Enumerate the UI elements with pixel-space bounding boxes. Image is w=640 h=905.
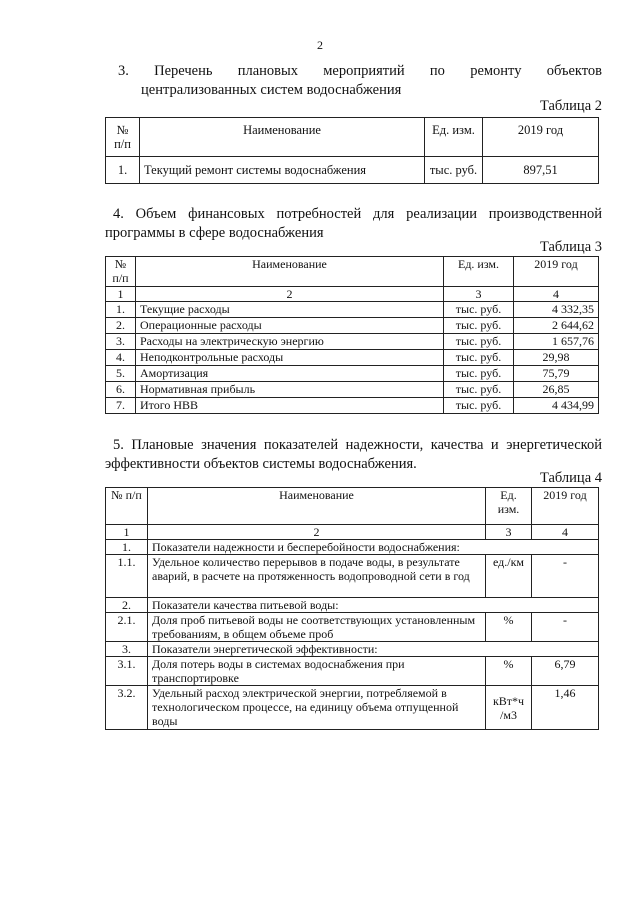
- table3-cell-unit: тыс. руб.: [444, 366, 514, 382]
- section3-word: плановых: [237, 63, 298, 79]
- table3-cell-unit: тыс. руб.: [444, 302, 514, 318]
- table4-cell-name: Удельное количество перерывов в подаче воды, в результате аварий, в расчете на протяженность водопроводной сети в год: [148, 555, 486, 598]
- table2-header-name: Наименование: [140, 118, 425, 157]
- table-row: [106, 382, 599, 398]
- table3-cell-name: Расходы на электрическую энергию: [136, 334, 444, 350]
- table4-header-name: Наименование: [148, 488, 486, 525]
- table3-cell-num: 3.: [106, 334, 136, 350]
- table2-header-unit: Ед. изм.: [425, 118, 483, 157]
- section3-word: 3.: [118, 63, 129, 79]
- table4-cell-num: 1.: [106, 540, 148, 555]
- section3-word: по: [429, 63, 445, 79]
- table3-index-cell: 1: [106, 287, 136, 302]
- table4-cell-num: 2.1.: [106, 613, 148, 642]
- table-row: [106, 686, 599, 730]
- table3-caption: Таблица 3: [539, 239, 602, 255]
- table4-cell-value: 1,46: [532, 686, 599, 730]
- table3-index-row: [106, 287, 599, 302]
- table3-index-cell: 3: [444, 287, 514, 302]
- table3-cell-value: 29,98: [514, 350, 599, 366]
- table3-cell-unit: тыс. руб.: [444, 382, 514, 398]
- table4-cell-num: 1.1.: [106, 555, 148, 598]
- table3-cell-name: Неподконтрольные расходы: [136, 350, 444, 366]
- table3-cell-num: 6.: [106, 382, 136, 398]
- table4-cell-unit: ед./км: [486, 555, 532, 598]
- table-row: [106, 302, 599, 318]
- table-row: [106, 398, 599, 414]
- table4-caption: Таблица 4: [539, 470, 602, 486]
- table2-cell-num: 1.: [106, 157, 140, 184]
- table4-header-unit: Ед. изм.: [486, 488, 532, 525]
- table3-index-cell: 4: [514, 287, 599, 302]
- table4-cell-name: Удельный расход электрической энергии, потребляемой в технологическом процессе, на единицу объема отпущенной воды: [148, 686, 486, 730]
- table4-group-title: Показатели качества питьевой воды:: [148, 598, 599, 613]
- table3-cell-unit: тыс. руб.: [444, 398, 514, 414]
- section5-heading-line2: эффективности объектов системы водоснабжения.: [105, 456, 417, 472]
- table-row: [106, 642, 599, 657]
- table2-header-num: № п/п: [106, 118, 140, 157]
- table4-cell-num: 3.1.: [106, 657, 148, 686]
- table4-cell-num: 2.: [106, 598, 148, 613]
- section4-heading-line1: 4. Объем финансовых потребностей для реализации производственной: [113, 206, 602, 222]
- table3-cell-unit: тыс. руб.: [444, 350, 514, 366]
- table4-cell-num: 3.: [106, 642, 148, 657]
- table3-cell-value: 26,85: [514, 382, 599, 398]
- section3-word: ремонту: [470, 63, 522, 79]
- table4-cell-unit: %: [486, 613, 532, 642]
- table3-cell-name: Текущие расходы: [136, 302, 444, 318]
- table4-group-title: Показатели энергетической эффективности:: [148, 642, 599, 657]
- table4-header-year: 2019 год: [532, 488, 599, 525]
- table4-index-cell: 3: [486, 525, 532, 540]
- section5-heading-line1: 5. Плановые значения показателей надежности, качества и энергетической: [113, 437, 602, 453]
- table4: [105, 487, 599, 730]
- table4-cell-value: -: [532, 555, 599, 598]
- section4-heading-line2: программы в сфере водоснабжения: [105, 225, 324, 241]
- table3-cell-value: 4 434,99: [514, 398, 599, 414]
- table-row: [106, 318, 599, 334]
- table3-cell-value: 2 644,62: [514, 318, 599, 334]
- section3-word: Перечень: [154, 63, 213, 79]
- table3-cell-num: 2.: [106, 318, 136, 334]
- table3-header-name: Наименование: [136, 257, 444, 287]
- table2-cell-value: 897,51: [483, 157, 599, 184]
- table2-header-year: 2019 год: [483, 118, 599, 157]
- table3-index-cell: 2: [136, 287, 444, 302]
- table3-cell-value: 1 657,76: [514, 334, 599, 350]
- table4-index-cell: 2: [148, 525, 486, 540]
- table3-cell-name: Нормативная прибыль: [136, 382, 444, 398]
- table4-cell-name: Доля проб питьевой воды не соответствующих установленным требованиям, в общем объеме проб: [148, 613, 486, 642]
- table4-cell-value: 6,79: [532, 657, 599, 686]
- table2-cell-name: Текущий ремонт системы водоснабжения: [140, 157, 425, 184]
- table3-cell-num: 1.: [106, 302, 136, 318]
- table3-cell-name: Итого НВВ: [136, 398, 444, 414]
- table4-index-cell: 1: [106, 525, 148, 540]
- section3-heading-line2: централизованных систем водоснабжения: [141, 82, 402, 98]
- page-number: 2: [317, 38, 323, 52]
- table3-cell-name: Амортизация: [136, 366, 444, 382]
- table4-cell-value: -: [532, 613, 599, 642]
- table3-header-year: 2019 год: [514, 257, 599, 287]
- table4-index-row: [106, 525, 599, 540]
- table3-cell-name: Операционные расходы: [136, 318, 444, 334]
- table-row: [106, 540, 599, 555]
- table-row: [106, 350, 599, 366]
- table3: [105, 256, 599, 414]
- section3-word: мероприятий: [323, 63, 405, 79]
- table3-cell-unit: тыс. руб.: [444, 318, 514, 334]
- table-row: [106, 157, 599, 184]
- table3-cell-num: 4.: [106, 350, 136, 366]
- table3-cell-num: 5.: [106, 366, 136, 382]
- table2-cell-unit: тыс. руб.: [425, 157, 483, 184]
- table3-cell-unit: тыс. руб.: [444, 334, 514, 350]
- table2-caption: Таблица 2: [539, 98, 602, 114]
- table4-cell-num: 3.2.: [106, 686, 148, 730]
- table4-cell-unit: кВт*ч /м3: [486, 686, 532, 730]
- table4-group-title: Показатели надежности и бесперебойности водоснабжения:: [148, 540, 599, 555]
- table4-header-num: № п/п: [106, 488, 148, 525]
- section3-word: объектов: [546, 63, 603, 79]
- table4-cell-name: Доля потерь воды в системах водоснабжения при транспортировке: [148, 657, 486, 686]
- section3-heading-line1: [118, 62, 602, 81]
- table3-header-num: № п/п: [106, 257, 136, 287]
- table3-cell-value: 4 332,35: [514, 302, 599, 318]
- table3-cell-num: 7.: [106, 398, 136, 414]
- table-row: [106, 657, 599, 686]
- table-row: [106, 613, 599, 642]
- table-row: [106, 334, 599, 350]
- table-row: [106, 598, 599, 613]
- table3-cell-value: 75,79: [514, 366, 599, 382]
- table4-cell-unit: %: [486, 657, 532, 686]
- table2: [105, 117, 599, 184]
- table-row: [106, 555, 599, 598]
- table3-header-unit: Ед. изм.: [444, 257, 514, 287]
- table4-index-cell: 4: [532, 525, 599, 540]
- table-row: [106, 366, 599, 382]
